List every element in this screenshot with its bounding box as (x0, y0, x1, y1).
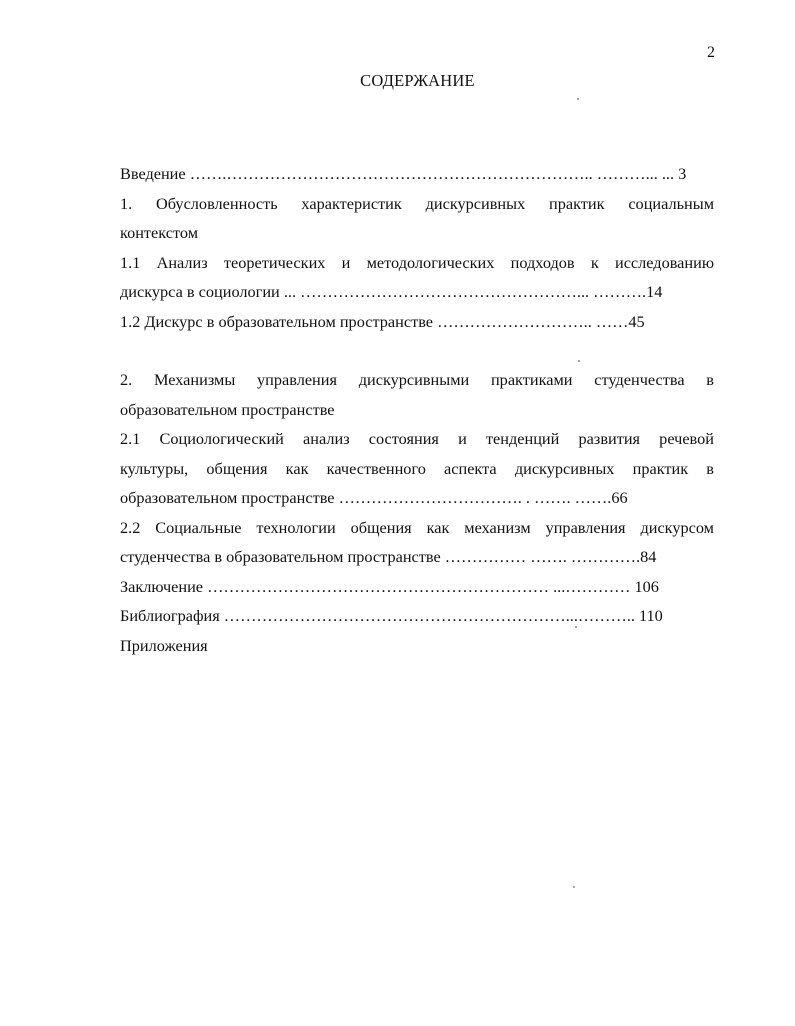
toc-entry-section-2-1: 2.1 Социологический анализ состояния и тенденций развития речевой (120, 429, 714, 448)
toc-entry-section-1: 1. Обусловленность характеристик дискурсивных практик социальным (120, 193, 714, 213)
toc-entry-section-1-1-cont: дискурса в социологии ... ……………………………………………... ……….14 (120, 282, 663, 301)
page-title: СОДЕРЖАНИЕ (360, 71, 475, 90)
scan-speck (577, 98, 579, 100)
toc-entry-bibliography: Библиография ………………………………………………………...……….. 110 (120, 606, 663, 625)
toc-entry-section-2-1-cont2: образовательном пространстве ……………………………. . ……. …….66 (120, 488, 628, 507)
toc-entry-section-1-1: 1.1 Анализ теоретических и методологических подходов к исследованию (120, 252, 714, 272)
toc-entry-section-2-cont: образовательном пространстве (120, 399, 335, 419)
toc-entry-appendix: Приложения (120, 635, 208, 655)
toc-entry-section-2-2-cont: студенчества в образовательном пространстве …………… ……. ………….84 (120, 547, 657, 566)
scan-speck (573, 886, 575, 888)
toc-entry-section-1-cont: контекстом (120, 223, 199, 242)
toc-entry-section-1-2: 1.2 Дискурс в образовательном пространстве ……………………….. ……45 (120, 311, 645, 331)
toc-entry-intro: Введение …….………………………………………………………….. ………... ... 3 (120, 164, 687, 183)
toc-entry-conclusion: Заключение ……………………………………………………… ...………… 106 (120, 576, 659, 596)
toc-entry-section-2-2: 2.2 Социальные технологии общения как механизм управления дискурсом (120, 517, 714, 537)
page-number: 2 (707, 44, 715, 61)
scan-speck (575, 626, 577, 628)
scan-speck (578, 360, 580, 362)
toc-entry-section-2-1-cont: культуры, общения как качественного аспекта дискурсивных практик в (120, 458, 714, 478)
toc-entry-section-2: 2. Механизмы управления дискурсивными практиками студенчества в (120, 370, 714, 389)
table-of-contents (120, 159, 714, 660)
toc-spacer (120, 336, 714, 365)
